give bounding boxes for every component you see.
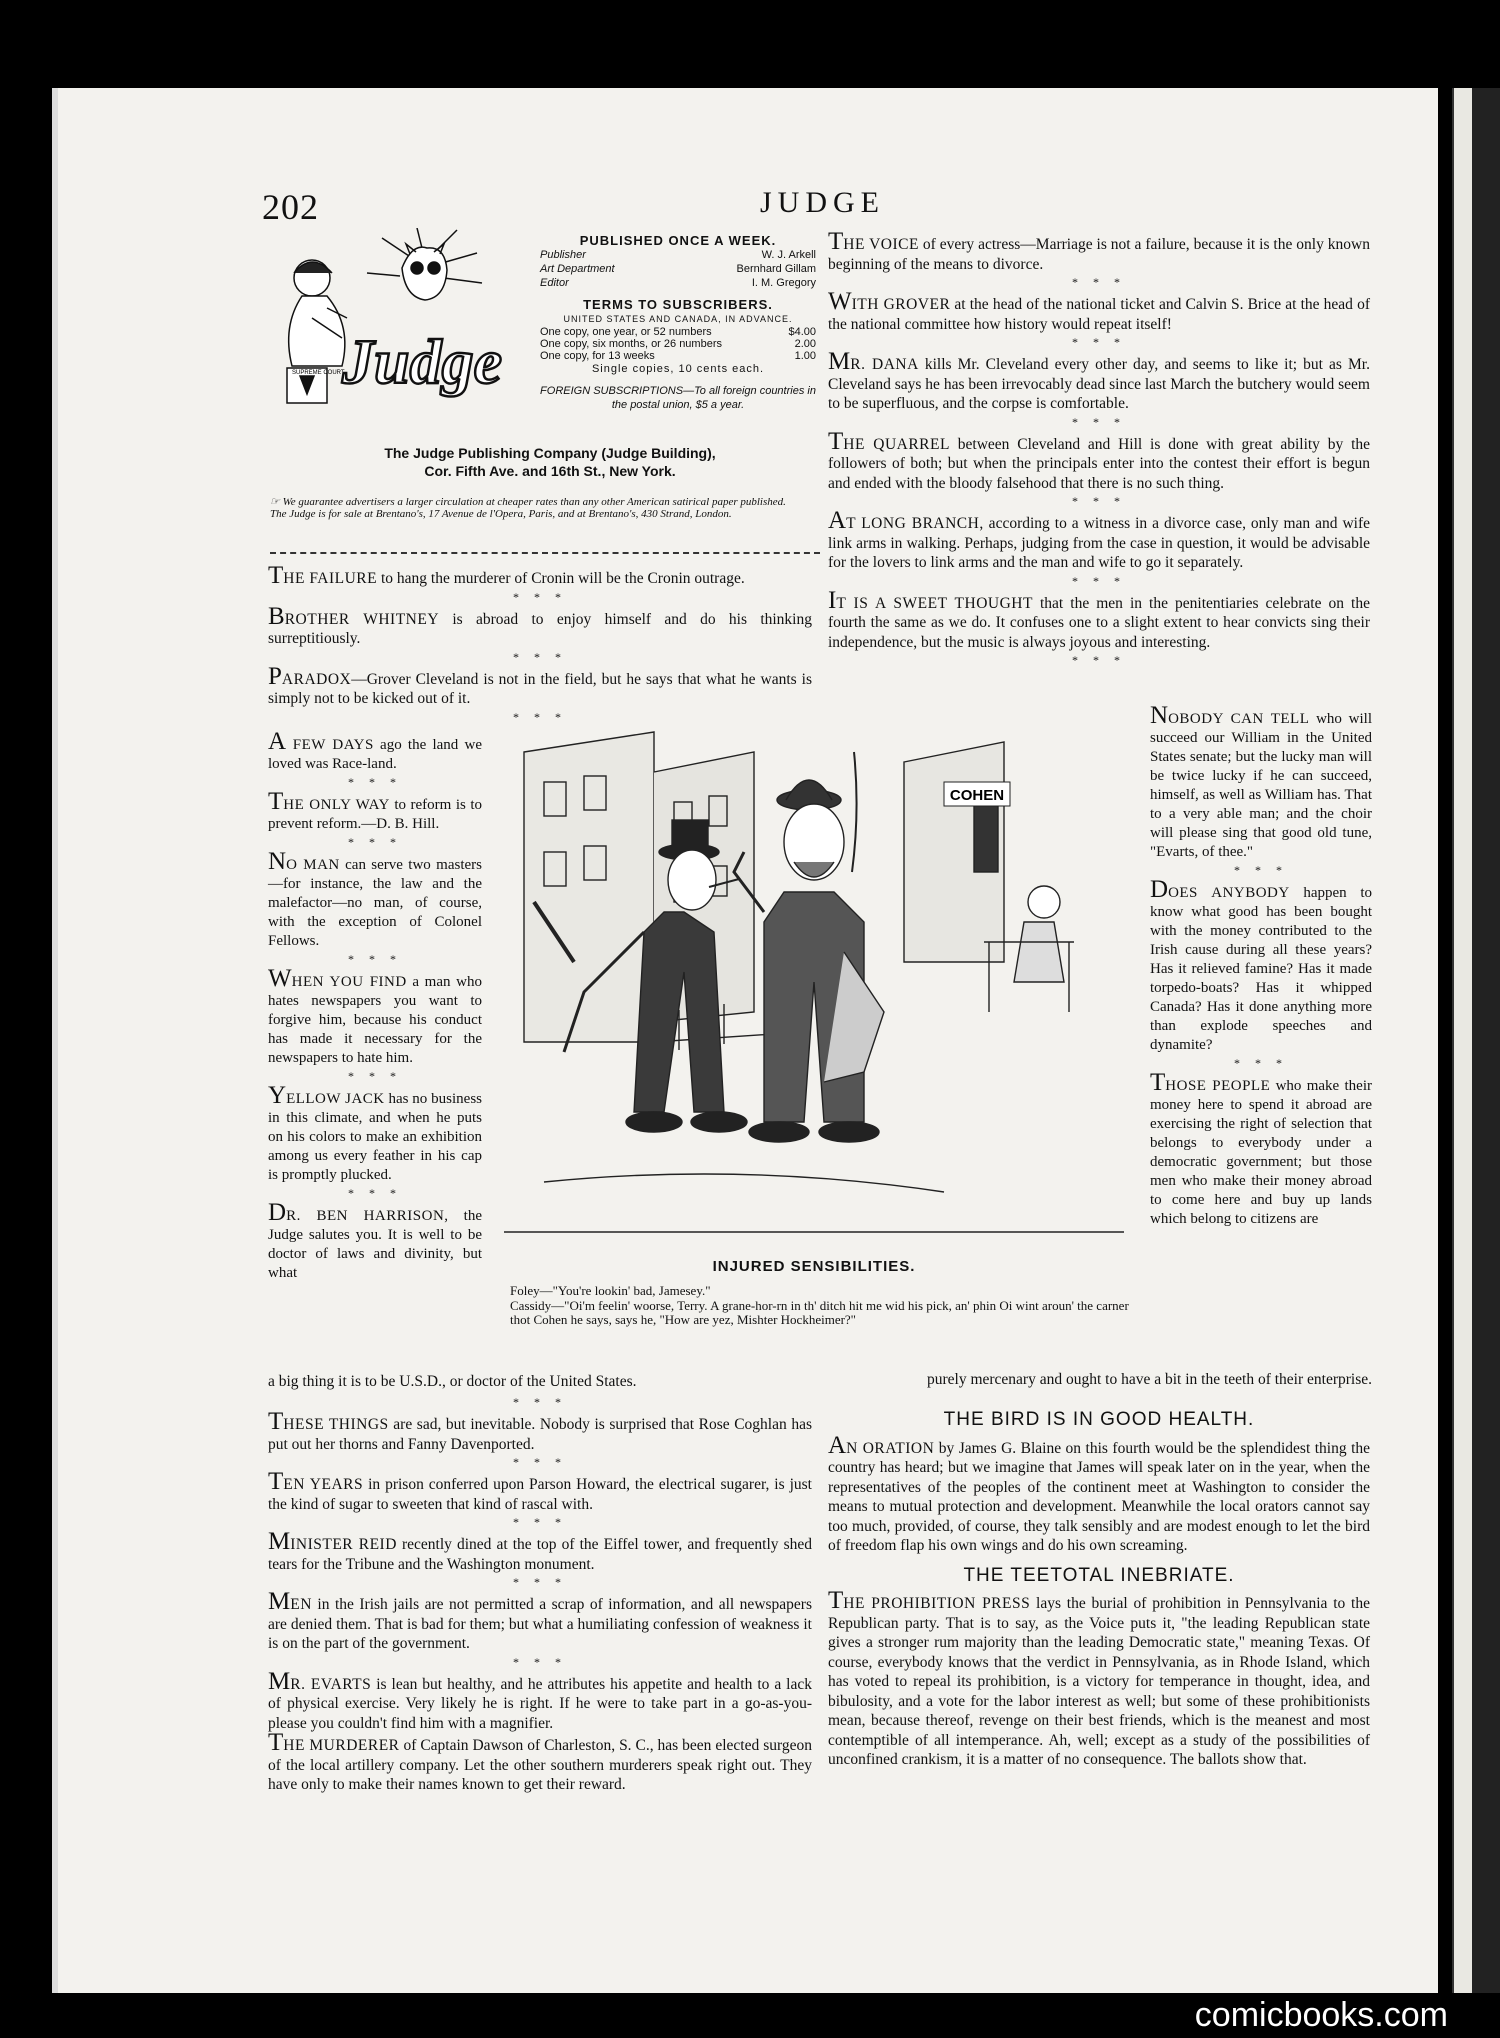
star-separator: * * * xyxy=(1072,573,1126,588)
masthead xyxy=(540,234,816,412)
staff-art: Art Department Bernhard Gillam xyxy=(540,263,816,275)
rate-row: One copy, one year, or 52 numbers $4.00 xyxy=(540,326,816,338)
paragraph: A FEW DAYS ago the land we loved was Race-land. xyxy=(268,728,482,772)
paragraph: WHEN YOU FIND a man who hates newspapers you want to forgive him, because his conduct has made it necessary for the newspapers to hate him. xyxy=(268,965,482,1066)
star-separator: * * * xyxy=(348,1186,402,1200)
star-separator: * * * xyxy=(348,1069,402,1083)
judge-logo-illustration xyxy=(272,228,526,418)
running-head: JUDGE xyxy=(760,186,885,219)
star-separator: * * * xyxy=(348,835,402,849)
staff-editor: Editor I. M. Gregory xyxy=(540,277,816,289)
right-column-bottom xyxy=(828,1406,1370,1770)
paragraph: YELLOW JACK has no business in this climate, and when he puts on his colors to make an exhibition among us every feather in his cap is promptly plucked. xyxy=(268,1082,482,1183)
paragraph: DOES ANYBODY happen to know what good has been bought with the money contributed to the Irish cause during all these years? Has it relieved famine? Has it made torpedo-boats? Has it whipped Canada? Has it done anything more than explode speeches and dynamite? xyxy=(1150,876,1372,1053)
watermark: comicbooks.com xyxy=(1194,1996,1448,2034)
section-divider xyxy=(270,552,820,554)
people-end: purely mercenary and ought to have a bit in the teeth of their enterprise. xyxy=(926,1371,1372,1388)
publisher-block: The Judge Publishing Company (Judge Building), Cor. Fifth Ave. and 16th St., New York. xyxy=(384,445,716,479)
logo-wordmark: Judge xyxy=(342,326,502,397)
page-left-edge xyxy=(52,88,58,1993)
paragraph: PARADOX—Grover Cleveland is not in the field, but he says that what he wants is simply not to be kicked out of it. xyxy=(268,662,812,707)
left-column-top xyxy=(268,562,812,727)
paragraph: THE FAILURE to hang the murderer of Cronin will be the Cronin outrage. xyxy=(268,562,745,589)
advertiser-notice: ☞ We guarantee advertisers a larger circulation at cheaper rates than any other American satirical paper published. The Judge is for sale at Brentano's, 17 Avenue de l'Opera, Paris, and at Brentano's, 430 Strand, London. xyxy=(270,496,786,520)
svg-text:SUPREME COURT: SUPREME COURT xyxy=(292,370,345,376)
paragraph: MR. EVARTS is lean but healthy, and he attributes his appetite and health to a lack of physical exercise. Very likely he is right. If he were to take part in a go-as-you-please you couldn't find him with a magnifier. xyxy=(268,1667,812,1732)
teetotal-heading: THE TEETOTAL INEBRIATE. xyxy=(963,1564,1235,1586)
harrison-end: a big thing it is to be U.S.D., or doctor of the United States. xyxy=(268,1373,637,1390)
rate-row: One copy, six months, or 26 numbers 2.00 xyxy=(540,338,816,350)
paragraph: THESE THINGS are sad, but inevitable. Nobody is surprised that Rose Coghlan has put out her thorns and Fanny Davenported. xyxy=(268,1408,812,1453)
star-separator: * * * xyxy=(1072,414,1126,429)
rate-row: One copy, for 13 weeks 1.00 xyxy=(540,350,816,362)
paragraph: THE ONLY WAY to reform is to prevent reform.—D. B. Hill. xyxy=(268,788,482,832)
cartoon-title: INJURED SENSIBILITIES. xyxy=(712,1258,916,1275)
right-narrow-column xyxy=(1150,702,1372,1229)
single-copies: Single copies, 10 cents each. xyxy=(591,363,765,375)
paragraph: THE VOICE of every actress—Marriage is not a failure, because it is the only known beginning of the means to divorce. xyxy=(828,228,1370,273)
paragraph: MR. DANA kills Mr. Cleveland every other day, and seems to like it; but as Mr. Cleveland says he has been irrevocably dead since last March the butchery would seem to be superfluous, and the corpse is comfortable. xyxy=(828,348,1370,412)
terms-sub: UNITED STATES AND CANADA, IN ADVANCE. xyxy=(563,314,793,324)
paragraph: AT LONG BRANCH, according to a witness in a divorce case, only man and wife link arms in walking. Perhaps, judging from the case in question, it would be advisable for the lovers to link arms and the man and wife to go it separately. xyxy=(828,507,1370,571)
paragraph: BROTHER WHITNEY is abroad to enjoy himself and do his thinking surreptitiously. xyxy=(268,602,812,647)
paragraph: WITH GROVER at the head of the national ticket and Calvin S. Brice at the head of the national committee how history would repeat itself! xyxy=(828,288,1370,333)
star-separator: * * * xyxy=(513,1575,567,1589)
star-separator: * * * xyxy=(513,649,567,664)
scan-border xyxy=(1472,88,1500,1993)
paragraph: NOBODY CAN TELL who will succeed our William in the United States senate; but the lucky man will be twice lucky if he can succeed, himself, as well as William has. That to a very able man; and the choir will please sing that good old tune, "Evarts, of thee." xyxy=(1150,702,1372,860)
right-column-top xyxy=(828,228,1371,670)
paragraph: THE QUARREL between Cleveland and Hill is done with great ability by the followers of both; but when the principals enter into the contest their effort is begun and ended with the bloody falsehood that there is no such thing. xyxy=(828,427,1371,492)
star-separator: * * * xyxy=(513,709,567,724)
paragraph: DR. BEN HARRISON, the Judge salutes you. It is well to be doctor of laws and divinity, but what xyxy=(268,1199,482,1281)
star-separator: * * * xyxy=(348,775,402,789)
star-separator: * * * xyxy=(513,1515,567,1529)
star-separator: * * * xyxy=(513,1395,567,1409)
star-separator: * * * xyxy=(348,952,402,966)
star-separator: * * * xyxy=(1072,653,1126,667)
paragraph: THOSE PEOPLE who make their money here to spend it abroad are exercising the right of selection that belongs to everybody under a democratic government; but those men who make their money abroad to come here and buy up lands which belong to citizens are xyxy=(1150,1069,1372,1227)
bird-heading: THE BIRD IS IN GOOD HEALTH. xyxy=(943,1409,1255,1430)
star-separator: * * * xyxy=(1234,1056,1288,1070)
foreign-subscriptions: FOREIGN SUBSCRIPTIONS—To all foreign countries in the postal union, $5 a year. xyxy=(540,385,816,411)
cartoon-illustration xyxy=(504,712,1124,1252)
star-separator: * * * xyxy=(1234,863,1288,877)
staff-publisher: Publisher W. J. Arkell xyxy=(540,249,816,261)
paragraph: TEN YEARS in prison conferred upon Parson Howard, the electrical sugarer, is just the kind of sugar to sweeten that kind of rascal with. xyxy=(268,1468,812,1513)
left-narrow-column xyxy=(268,728,482,1283)
next-page-edge xyxy=(1452,88,1472,1993)
paragraph: NO MAN can serve two masters—for instance, the law and the malefactor—no man, of course, with the exception of Colonel Fellows. xyxy=(268,848,482,949)
paragraph: MEN in the Irish jails are not permitted a scrap of information, and all newspapers are denied them. That is bad for them; but what a humiliating confession of weakness it is on the part of the government. xyxy=(268,1588,812,1652)
paragraph: THE PROHIBITION PRESS lays the burial of prohibition in Pennsylvania to the Republican party. That is to say, as the Voice puts it, "the leading Republican state gives a stronger rum majority than the leading Democratic state," meaning Texas. Of course, everybody knows that the verdict in Pennsylvania, as in Rhode Island, which has voted to repeal its prohibition, is a victory for temperance in thought, idea, and bibulosity, and a vote for the labor interest as well; but some of these prohibitionists mean, because thereof, revenge on their best friends, which is the meanest and most contemptible of all intemperance. Ah, well; except as a study of the possibilities of unconfined crankism, it is a matter of no consequence. The ballots show that. xyxy=(828,1587,1370,1768)
cohen-sign: COHEN xyxy=(949,787,1005,804)
terms-title: TERMS TO SUBSCRIBERS. xyxy=(583,297,773,312)
page-number: 202 xyxy=(262,187,319,227)
star-separator: * * * xyxy=(513,1455,567,1469)
star-separator: * * * xyxy=(1072,335,1126,349)
paragraph: MINISTER REID recently dined at the top of the Eiffel tower, and frequently shed tears for the Tribune and the Washington monument. xyxy=(268,1528,812,1573)
published-line: PUBLISHED ONCE A WEEK. xyxy=(579,233,777,248)
left-column-bottom xyxy=(268,1394,812,1795)
star-separator: * * * xyxy=(513,1654,567,1669)
paragraph: THE MURDERER of Captain Dawson of Charleston, S. C., has been elected surgeon of the local artillery company. Let the other southern murderers speak right out. They have only to make their names known to get their reward. xyxy=(268,1729,812,1793)
paragraph: IT IS A SWEET THOUGHT that the men in the penitentiaries celebrate on the fourth the same as we do. It confuses one to a slight extent to hear convicts sing their independence, but the music is always joyous and interesting. xyxy=(828,586,1370,651)
star-separator: * * * xyxy=(1072,494,1126,508)
star-separator: * * * xyxy=(513,589,567,604)
cartoon-caption: Foley—"You're lookin' bad, Jamesey." Cassidy—"Oi'm feelin' woorse, Terry. A grane-hor-rn in th' ditch hit me wid his pick, an' phin Oi wint aroun' the carner thot Cohen he says, says he, "How are yez, Mishter Hockheimer?" xyxy=(510,1283,1129,1327)
paragraph: AN ORATION by James G. Blaine on this fourth would be the splendidest thing the country has heard; but we imagine that James will speak later on in the year, when the representatives of the peoples of the continent meet at Washington to consider the means to mutual protection and development. Meanwhile the local orators cannot say too much, provided, of course, they talk sensibly and are modest enough to let the bird of freedom flap his own wings and do his own screaming. xyxy=(828,1431,1371,1554)
star-separator: * * * xyxy=(1072,275,1126,289)
